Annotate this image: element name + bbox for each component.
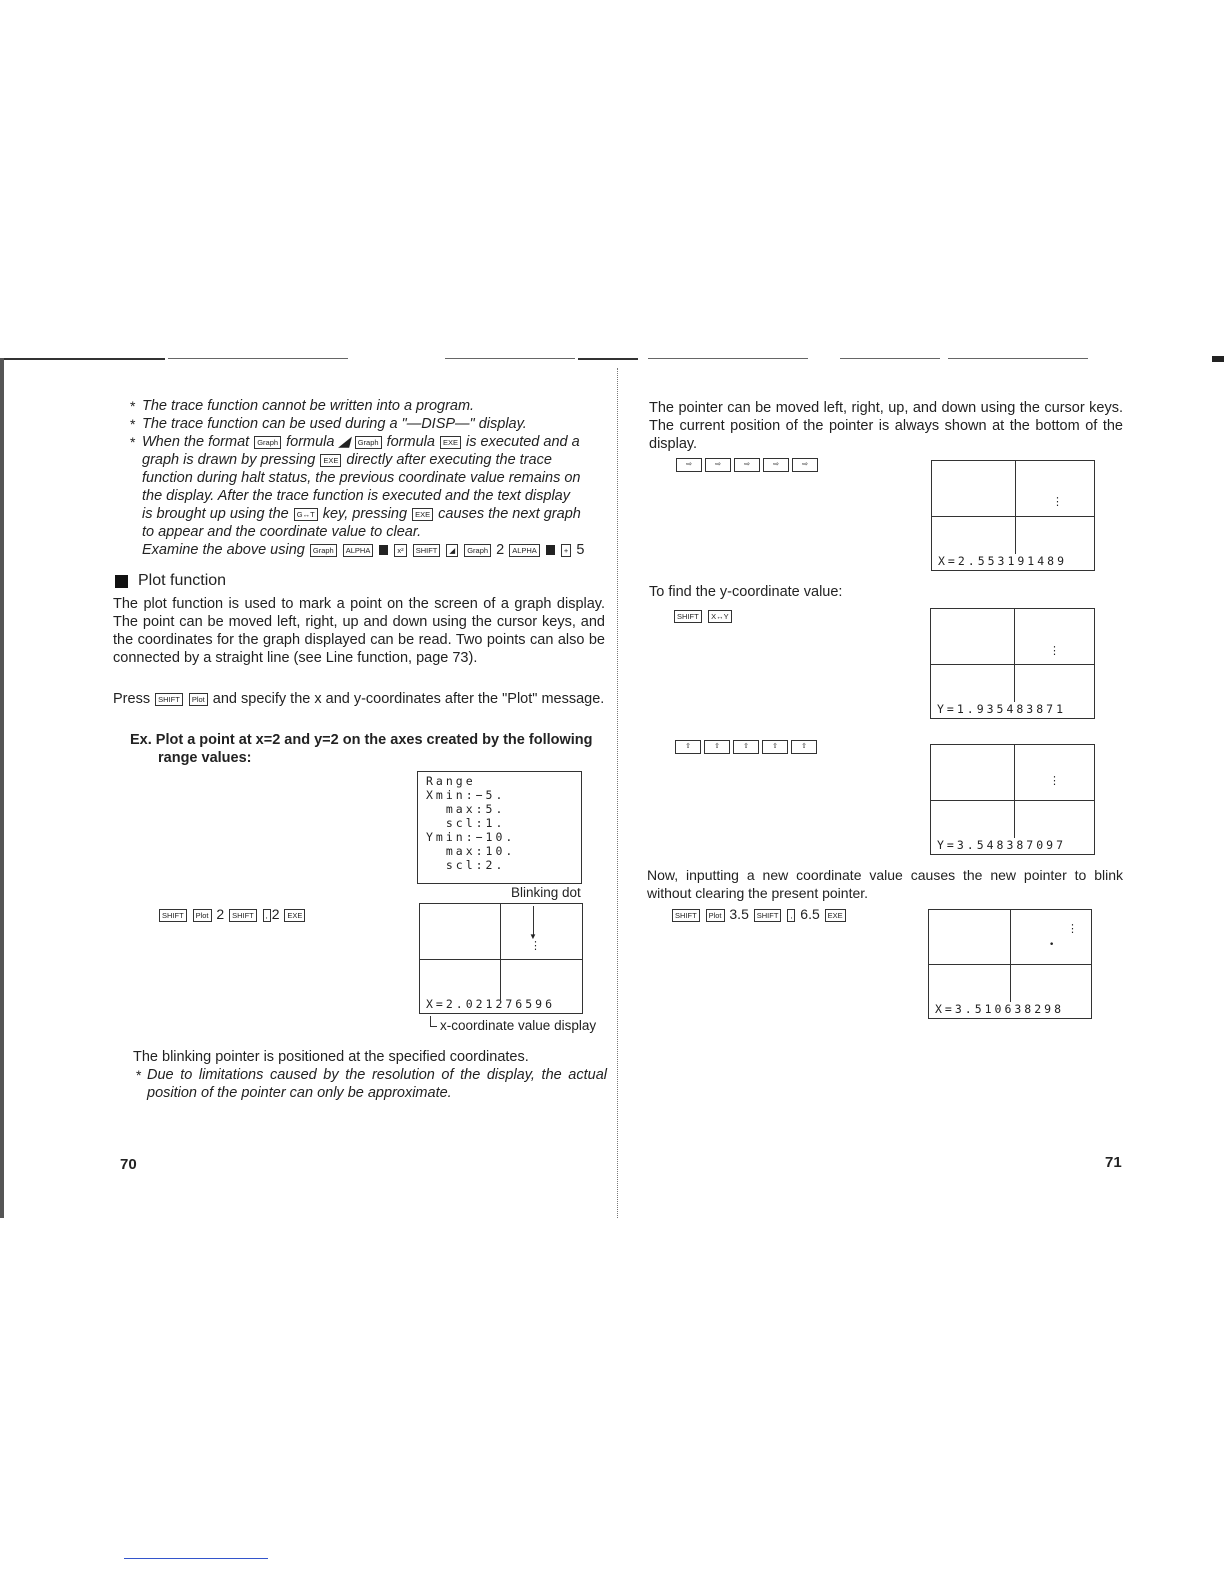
range-screen [417,771,582,884]
press-instruction [113,690,605,708]
press-text: Press [113,691,151,707]
x-coordinate-display-label: x-coordinate value display [440,1018,597,1033]
graph-screen-c [930,744,1095,855]
triangle-icon: ◢ [338,434,350,450]
bullet: * [136,1067,142,1083]
x-y-swap-key: X↔Y [708,610,732,623]
plot-intro: The plot function is used to mark a point on the screen of a graph display. The point can be moved left, right, up and down using the cursor keys, and the coordinates for the graph displayed can be read. Two points can also be connected by a straight line (see Line function, page 73). [113,596,605,666]
digit: 2 [216,906,225,922]
coordinate-readout: X=2.553191489 [938,554,1068,568]
page-number-right: 71 [1105,1154,1122,1171]
right-edge-mark [1212,356,1224,362]
exe-key: EXE [284,909,305,922]
note-text: causes the next graph [438,506,581,522]
note-text: When the format [142,434,250,450]
coordinate-readout: Y=1.935483871 [937,702,1067,716]
x-squared-key: x² [394,544,406,557]
note-3-line-3: function during halt status, the previous coordinate value remains on [142,470,581,486]
left-page-edge [0,358,4,1218]
shift-key: SHIFT [413,544,441,557]
note-3-line-4: the display. After the trace function is executed and the text display [142,488,570,504]
shift-key: SHIFT [155,693,183,706]
graph-key: Graph [254,436,281,449]
up-arrow-key: ⇧ [704,740,730,754]
plot-key: Plot [193,909,212,922]
exe-key: EXE [825,909,846,922]
right-arrow-key: ⇨ [792,458,818,472]
x-variable-key [546,545,555,555]
x-axis [932,516,1094,517]
pointer-dot: ⋮ [1067,922,1078,935]
note-text: directly after executing the trace [346,452,552,468]
top-rule-segment [445,358,575,359]
page-gutter [617,368,618,1218]
note-text: key, pressing [322,506,408,522]
plot-key-sequence-2 [671,906,847,922]
cursor-intro: The pointer can be moved left, right, up, and down using the cursor keys. The current position of the pointer is always shown at the bottom of the display. [649,400,1123,452]
plus-key: + [561,544,571,557]
example-line-2: range values: [158,750,252,766]
g-t-key: G↔T [294,508,318,521]
callout-line [430,1016,437,1027]
bottom-rule [124,1558,268,1559]
press-text: and specify the x and y-coordinates after the "Plot" message. [212,691,605,707]
top-rule-segment [840,358,940,359]
section-title: Plot function [138,572,227,589]
top-rule-segment [578,358,638,360]
graph-key: Graph [464,544,491,557]
coordinate-readout: X=3.510638298 [935,1002,1065,1016]
example-line-1: Ex. Plot a point at x=2 and y=2 on the axes created by the following [130,732,593,748]
up-cursor-keys [675,740,817,754]
y-axis [1014,609,1015,702]
graph-screen-d [928,909,1092,1019]
plot-key: Plot [706,909,725,922]
pointer-dot: ⋮ [530,939,541,952]
note-1: The trace function cannot be written into a program. [142,398,475,414]
right-cursor-keys [676,458,818,472]
alpha-key: ALPHA [509,544,540,557]
up-arrow-key: ⇧ [733,740,759,754]
note-3 [142,433,604,451]
pointer-dot: ⋮ [1049,774,1060,787]
alpha-key: ALPHA [343,544,374,557]
note-text: graph is drawn by pressing [142,452,316,468]
shift-key: SHIFT [229,909,257,922]
graph-screen-1 [419,903,583,1014]
shift-key: SHIFT [674,610,702,623]
note-3-line-6: to appear and the coordinate value to clear. [142,524,422,540]
graph-key: Graph [310,544,337,557]
exe-key: EXE [440,436,461,449]
top-rule-segment [648,358,808,359]
plot-key-sequence [158,906,306,922]
digit: 2 [271,906,280,922]
right-arrow-key: ⇨ [705,458,731,472]
up-arrow-key: ⇧ [762,740,788,754]
bullet: * [130,434,136,450]
exe-key: EXE [412,508,433,521]
right-arrow-key: ⇨ [734,458,760,472]
coordinate-readout: X=2.021276596 [426,997,556,1011]
plot-key: Plot [189,693,208,706]
x-axis [931,664,1094,665]
x-variable-key [379,545,388,555]
footer-text: The blinking pointer is positioned at the specified coordinates. [133,1049,529,1065]
comma-key: , [787,909,795,922]
y-axis [1010,910,1011,1002]
page-number-left: 70 [120,1156,137,1173]
note-3-line-5 [142,505,604,523]
graph-key: Graph [355,436,382,449]
graph-screen-a [931,460,1095,571]
note-text: is executed and a [466,434,580,450]
coordinate-readout: Y=3.548387097 [937,838,1067,852]
y-coordinate-label: To find the y-coordinate value: [649,584,843,600]
note-text: formula [286,434,335,450]
note-3-line-2 [142,451,604,469]
note-2: The trace function can be used during a "—DISP—" display. [142,416,527,432]
up-arrow-key: ⇧ [791,740,817,754]
value: 6.5 [800,906,820,922]
up-arrow-key: ⇧ [675,740,701,754]
blinking-dot-label: Blinking dot [511,885,581,900]
pointer-dot: ⋮ [1052,495,1063,508]
note-text: Examine the above using [142,542,305,558]
comma-key: , [263,909,271,922]
section-marker [115,575,128,588]
y-axis [1015,461,1016,554]
right-arrow-key: ⇨ [763,458,789,472]
previous-pointer-dot: • [1049,940,1055,950]
footer-note: Due to limitations caused by the resolution of the display, the actual position of the pointer can only be approximate. [147,1067,607,1101]
arrow-down-icon: ▼ [529,932,537,941]
range-values: Range Xmin:−5. max:5. scl:1. Ymin:−10. max:10. scl:2. [426,774,516,872]
shift-key: SHIFT [672,909,700,922]
top-rule-segment [168,358,348,359]
bullet: * [130,416,136,432]
new-coordinate-text: Now, inputting a new coordinate value causes the new pointer to blink without clearing the present pointer. [647,867,1123,901]
right-arrow-key: ⇨ [676,458,702,472]
x-axis [931,800,1094,801]
note-text: is brought up using the [142,506,289,522]
triangle-key: ◢ [446,544,458,557]
x-axis [420,959,582,960]
y-axis [500,904,501,1000]
top-rule-segment [948,358,1088,359]
note-3-line-7 [142,541,584,559]
note-text: formula [386,434,435,450]
value: 3.5 [729,906,749,922]
top-rule-segment [0,358,165,360]
shift-xy-keys [673,608,733,626]
digit: 5 [576,542,585,558]
graph-screen-b [930,608,1095,719]
digit: 2 [496,542,505,558]
y-axis [1014,745,1015,838]
shift-key: SHIFT [159,909,187,922]
shift-key: SHIFT [754,909,782,922]
pointer-dot: ⋮ [1049,644,1060,657]
exe-key: EXE [320,454,341,467]
bullet: * [130,398,136,414]
